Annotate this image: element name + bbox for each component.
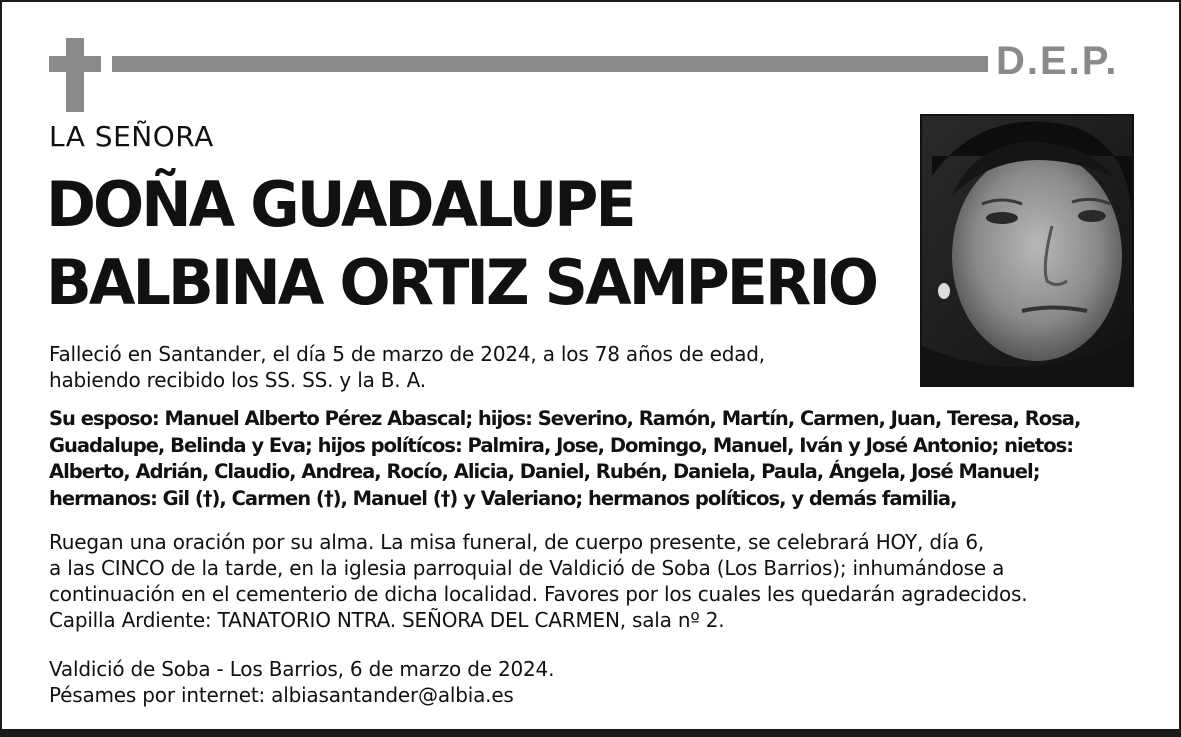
family-line: hermanos: Gil (†), Carmen (†), Manuel (†) y Valeriano; hermanos políticos, y demás familia, xyxy=(49,486,957,510)
title-label: LA SEÑORA xyxy=(49,120,214,153)
footer-paragraph xyxy=(49,656,554,708)
deceased-name-line-2: BALBINA ORTIZ SAMPERIO xyxy=(46,246,877,319)
family-line: Alberto, Adrián, Claudio, Andrea, Rocío, Alicia, Daniel, Rubén, Daniela, Paula, Ángela, José Manuel; xyxy=(49,460,1040,483)
deceased-name xyxy=(46,166,880,322)
death-notice-line: Falleció en Santander, el día 5 de marzo de 2024, a los 78 años de edad, xyxy=(49,342,765,366)
service-line: a las CINCO de la tarde, en la iglesia parroquial de Valdició de Soba (Los Barrios); inhumándose a xyxy=(49,556,1005,580)
family-line: Guadalupe, Belinda y Eva; hijos polítícos: Palmira, Jose, Domingo, Manuel, Iván y José Antonio; nietos: xyxy=(49,433,1074,457)
place-date-line: Valdició de Soba - Los Barrios, 6 de marzo de 2024. xyxy=(49,657,555,681)
portrait-photo xyxy=(920,114,1134,387)
death-notice-paragraph xyxy=(49,341,765,393)
family-paragraph xyxy=(49,406,1080,512)
cross-icon xyxy=(49,38,101,112)
service-line: Ruegan una oración por su alma. La misa funeral, de cuerpo presente, se celebrará HOY, día 6, xyxy=(49,530,985,554)
death-notice-line: habiendo recibido los SS. SS. y la B. A. xyxy=(49,368,426,392)
deceased-name-line-1: DOÑA GUADALUPE xyxy=(46,168,634,241)
service-paragraph xyxy=(49,529,1027,633)
service-line: Capilla Ardiente: TANATORIO NTRA. SEÑORA DEL CARMEN, sala nº 2. xyxy=(49,608,725,632)
condolences-line: Pésames por internet: albiasantander@albia.es xyxy=(49,683,514,707)
header-rule xyxy=(112,56,988,72)
dep-label: D.E.P. xyxy=(996,39,1119,83)
family-line: Su esposo: Manuel Alberto Pérez Abascal; hijos: Severino, Ramón, Martín, Carmen, Juan, Teresa, Rosa, xyxy=(49,407,1081,430)
service-line: continuación en el cementerio de dicha localidad. Favores por los cuales les quedarán agradecidos. xyxy=(49,582,1028,606)
